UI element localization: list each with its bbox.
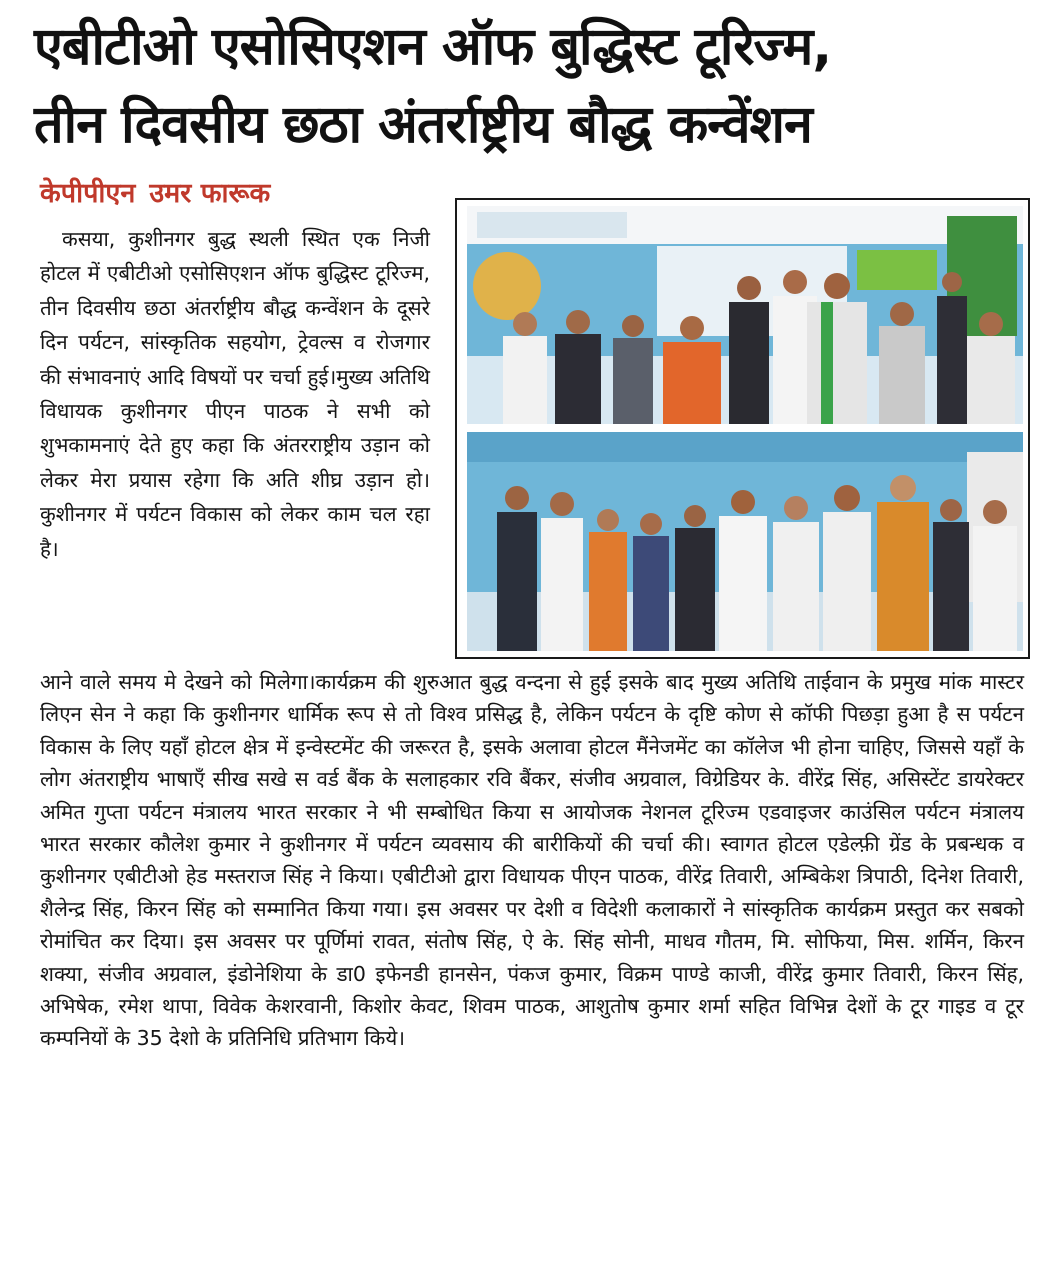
article-column — [40, 222, 430, 566]
article-body — [40, 666, 1024, 1055]
column-paragraph: कसया, कुशीनगर बुद्ध स्थली स्थित एक निजी होटल में एबीटीओ एसोसिएशन ऑफ बुद्धिस्ट टूरिज्म, तीन दिवसीय छठा अंतर्राष्ट्रीय बौद्ध कन्वेंशन के दूसरे दिन पर्यटन, सांस्कृतिक सहयोग, ट्रेवल्स व रोजगार की संभावनाएं आदि विषयों पर चर्चा हुई।मुख्य अतिथि विधायक कुशीनगर पीएन पाठक ने सभी को शुभकामनाएं देते हुए कहा कि अंतरराष्ट्रीय उड़ान को लेकर मेरा प्रयास रहेगा कि अति शीघ्र उड़ान हो। कुशीनगर में पर्यटन विकास को लेकर काम चल रहा है। — [40, 227, 430, 561]
body-paragraph: आने वाले समय मे देखने को मिलेगा।कार्यक्रम की शुरुआत बुद्ध वन्दना से हुई इसके बाद मुख्य अतिथि ताईवान के प्रमुख मांक मास्टर लिएन सेन ने कहा कि कुशीनगर धार्मिक रूप से तो विश्व प्रसिद्ध है, लेकिन पर्यटन के दृष्टि कोण से कॉफी पिछड़ा हुआ है स पर्यटन विकास के लिए यहाँ होटल क्षेत्र में इन्वेस्टमेंट की जरूरत है, इसके अलावा होटल मैंनेजमेंट का कॉलेज भी होना चाहिए, जिससे यहाँ के लोग अंतराष्ट्रीय भाषाएँ सीख सखे स वर्ड बैंक के सलाहकार रवि बैंकर, संजीव अग्रवाल, विग्रेडियर के. वीरेंद्र सिंह, असिस्टेंट डायरेक्टर अमित गुप्ता पर्यटन मंत्रालय भारत सरकार ने भी सम्बोधित किया स आयोजक नेशनल टूरिज्म एडवाइजर काउंसिल पर्यटन मंत्रालय भारत सरकार कौलेश कुमार ने कुशीनगर में पर्यटन व्यवसाय की बारीकियों की चर्चा की। स्वागत होटल एडेल्फ़ी ग्रेंड के प्रबन्धक व कुशीनगर एबीटीओ हेड मस्तराज सिंह ने किया। एबीटीओ द्वारा विधायक पीएन पाठक, वीरेंद्र तिवारी, अम्बिकेश त्रिपाठी, दिनेश तिवारी, शैलेन्द्र सिंह, किरन सिंह को सम्मानित किया गया। इस अवसर पर देशी व विदेशी कलाकारों ने सांस्कृतिक कार्यक्रम प्रस्तुत कर सबको रोमांचित कर दिया। इस अवसर पर पूर्णिमां रावत, संतोष सिंह, ऐ के. सिंह सोनी, माधव गौतम, मि. सोफिया, मिस. शर्मिन, किरन शक्या, संजीव अग्रवाल, इंडोनेशिया के डा0 इफेनडी हानसेन, पंकज कुमार, विक्रम पाण्डे काजी, वीरेंद्र कुमार तिवारी, किरन सिंह, अभिषेक, रमेश थापा, विवेक केशरवानी, किशोर केवट, शिवम पाठक, आशुतोष कुमार शर्मा सहित विभिन्न देशों के टूर गाइड व टूर कम्पनियों के 35 देशो के प्रतिनिधि प्रतिभाग किये। — [40, 670, 1024, 1051]
byline — [40, 176, 270, 212]
byline-author: उमर फारूक — [149, 178, 271, 209]
headline — [34, 8, 1024, 164]
photo-frame — [455, 198, 1030, 659]
byline-agency: केपीपीएन — [40, 178, 136, 209]
stage-group-photo — [467, 206, 1023, 424]
honoured-guests-photo — [467, 432, 1023, 651]
headline-line-2: तीन दिवसीय छठा अंतर्राष्ट्रीय बौद्ध कन्वेंशन — [34, 95, 812, 155]
headline-line-1: एबीटीओ एसोसिएशन ऑफ बुद्धिस्ट टूरिज्म, — [34, 17, 832, 77]
